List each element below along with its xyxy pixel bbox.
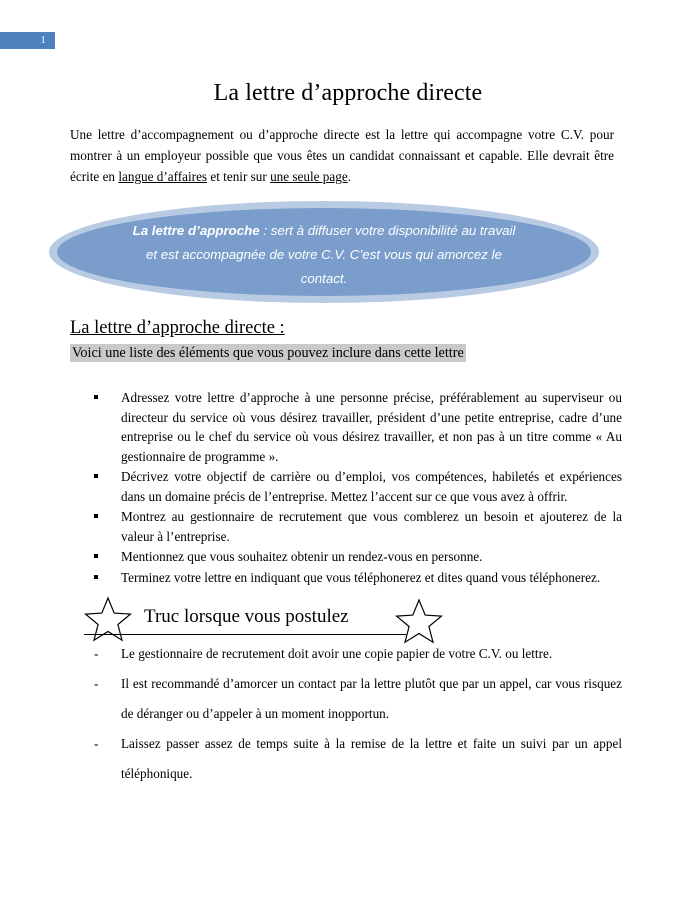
list-item-text: Il est recommandé d’amorcer un contact par la lettre plutôt que par un appel, car vous risquez de déranger ou d’appeler à un moment inopportun. xyxy=(121,676,622,721)
intro-underlined-une-seule-page: une seule page xyxy=(270,169,348,184)
intro-text-part2: et tenir sur xyxy=(207,169,271,184)
ellipse-callout xyxy=(49,201,599,303)
intro-underlined-langue-daffaires: langue d’affaires xyxy=(118,169,208,184)
bullet-list xyxy=(92,388,622,588)
list-item xyxy=(92,507,622,546)
square-bullet-icon xyxy=(94,514,98,518)
square-bullet-icon xyxy=(94,474,98,478)
list-item-text: Décrivez votre objectif de carrière ou d’emploi, vos compétences, habiletés et expériences dans un domaine précis de l’entreprise. Mettez l’accent sur ce que vous avez à offrir. xyxy=(121,469,622,504)
tips-title: Truc lorsque vous postulez xyxy=(144,606,349,627)
list-item xyxy=(92,568,622,588)
square-bullet-icon xyxy=(94,395,98,399)
list-item xyxy=(92,467,622,506)
callout-bold-lead: La lettre d’approche xyxy=(132,223,260,238)
dash-bullet-icon: - xyxy=(94,676,99,691)
list-item xyxy=(92,669,622,729)
intro-paragraph xyxy=(70,124,614,187)
list-item xyxy=(92,388,622,466)
square-bullet-icon xyxy=(94,575,98,579)
page-number-badge: 1 xyxy=(0,32,55,49)
page-title: La lettre d’approche directe xyxy=(213,80,483,106)
star-icon xyxy=(84,596,132,642)
tips-list xyxy=(92,639,622,789)
list-item xyxy=(92,639,622,669)
square-bullet-icon xyxy=(94,554,98,558)
dash-bullet-icon: - xyxy=(94,646,99,661)
list-item-text: Laissez passer assez de temps suite à la remise de la lettre et faite un suivi par un appel téléphonique. xyxy=(121,736,622,781)
list-item-text: Terminez votre lettre en indiquant que vous téléphonerez et dites quand vous téléphonerez. xyxy=(121,569,601,585)
list-item-text: Le gestionnaire de recrutement doit avoir une copie papier de votre C.V. ou lettre. xyxy=(121,646,553,661)
tips-underline-rule xyxy=(84,634,406,635)
intro-text-part1: Une lettre d’accompagnement ou d’approche directe est la lettre qui accompagne votre C.V. pour montrer à un employeur possible que vous êtes un candidat connaissant et capable. Elle devrait être écrite en xyxy=(70,127,614,184)
callout-text xyxy=(129,219,519,291)
intro-text-part3: . xyxy=(347,169,351,184)
star-icon xyxy=(395,598,443,644)
section-subheading-wrap xyxy=(70,343,466,363)
list-item-text: Adressez votre lettre d’approche à une personne précise, préférablement au superviseur ou directeur du service où vous désirez travailler, président d’une petite entreprise, cadre d’une entreprise ou le chef du service où vous désirez travailler, et non pas à un titre comme « Au gestionnaire de programme ». xyxy=(121,390,622,464)
dash-bullet-icon: - xyxy=(94,736,99,751)
list-item-text: Montrez au gestionnaire de recrutement que vous comblerez un besoin et ajouterez de la valeur à l’entreprise. xyxy=(121,509,622,544)
list-item xyxy=(92,547,622,567)
list-item xyxy=(92,729,622,789)
section-heading: La lettre d’approche directe : xyxy=(70,318,285,338)
callout-rest-text: : sert à diffuser votre disponibilité au travail et est accompagnée de votre C.V. C’est vous qui amorcez le contact. xyxy=(146,223,516,286)
section-subheading: Voici une liste des éléments que vous pouvez inclure dans cette lettre xyxy=(72,345,464,361)
list-item-text: Mentionnez que vous souhaitez obtenir un rendez-vous en personne. xyxy=(121,549,483,564)
